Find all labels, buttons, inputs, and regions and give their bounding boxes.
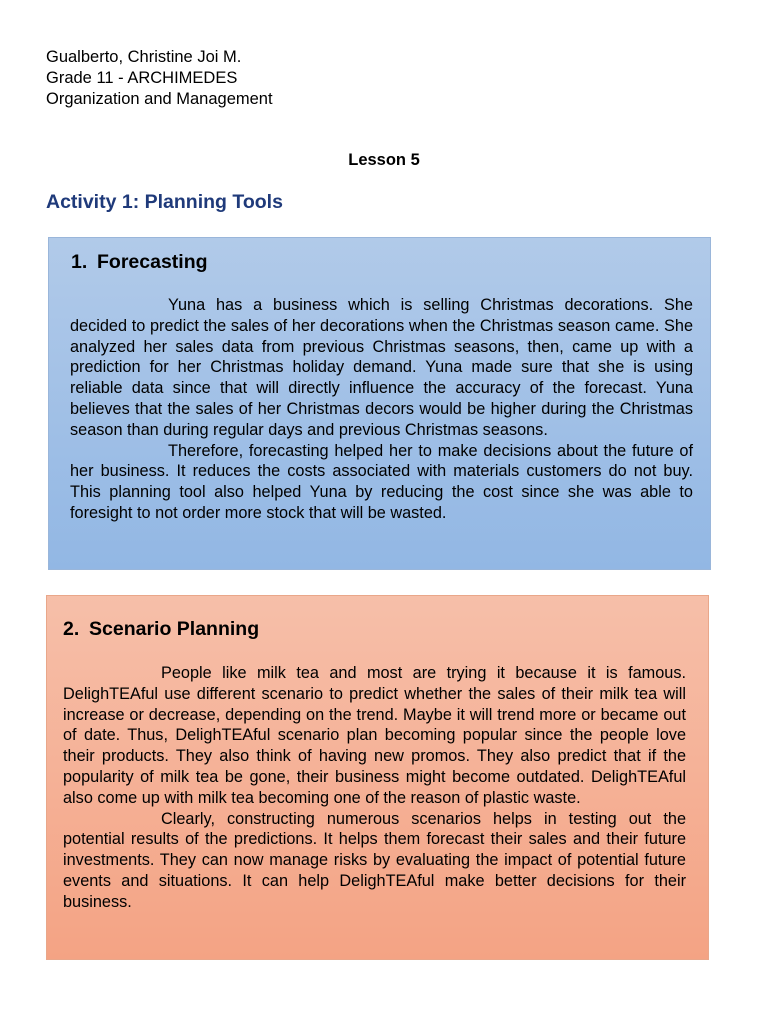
- activity-title: Activity 1: Planning Tools: [46, 191, 283, 213]
- paragraph: Yuna has a business which is selling Christmas decorations. She decided to predict the sales of her decorations when the Christmas season came. She analyzed her sales data from previous Christmas seasons, then, came up with a prediction for her Christmas holiday demand. Yuna made sure that she is using reliable data since that will directly influence the accuracy of the forecast. Yuna believes that the sales of her Christmas decors would be higher during the Christmas season than during regular days and previous Christmas seasons.: [70, 296, 693, 439]
- lesson-heading: Lesson 5: [348, 151, 420, 169]
- forecasting-body: [70, 295, 693, 524]
- student-name: Gualberto, Christine Joi M.: [46, 48, 242, 66]
- scenario-planning-title: [63, 618, 259, 641]
- section-number: 1.: [71, 251, 88, 273]
- paragraph: Therefore, forecasting helped her to make decisions about the future of her business. It reduces the costs associated with materials customers do not buy. This planning tool also helped Yuna by reducing the cost since she was able to foresight to not order more stock that will be wasted.: [70, 441, 693, 522]
- student-grade: Grade 11 - ARCHIMEDES: [46, 69, 238, 87]
- paragraph: People like milk tea and most are trying it because it is famous. DelighTEAful use different scenario to predict whether the sales of their milk tea will increase or decrease, depending on the trend. Maybe it will trend more or became out of date. Thus, DelighTEAful scenario plan becoming popular since the people love their products. They also think of having new promos. They also predict that if the popularity of milk tea be gone, their business might become outdated. DelighTEAful also come up with milk tea becoming one of the reason of plastic waste.: [63, 664, 686, 807]
- subject-name: Organization and Management: [46, 90, 273, 108]
- section-title: Forecasting: [97, 251, 208, 273]
- forecasting-box: [48, 237, 711, 570]
- student-info: [46, 47, 273, 110]
- section-title: Scenario Planning: [89, 618, 260, 640]
- section-number: 2.: [63, 618, 80, 640]
- paragraph: Clearly, constructing numerous scenarios helps in testing out the potential results of the predictions. It helps them forecast their sales and their future investments. They can now manage risks by evaluating the impact of potential future events and situations. It can help DelighTEAful make better decisions for their business.: [63, 809, 686, 911]
- forecasting-title: [71, 251, 208, 274]
- scenario-planning-body: [63, 663, 686, 913]
- scenario-planning-box: [46, 595, 709, 960]
